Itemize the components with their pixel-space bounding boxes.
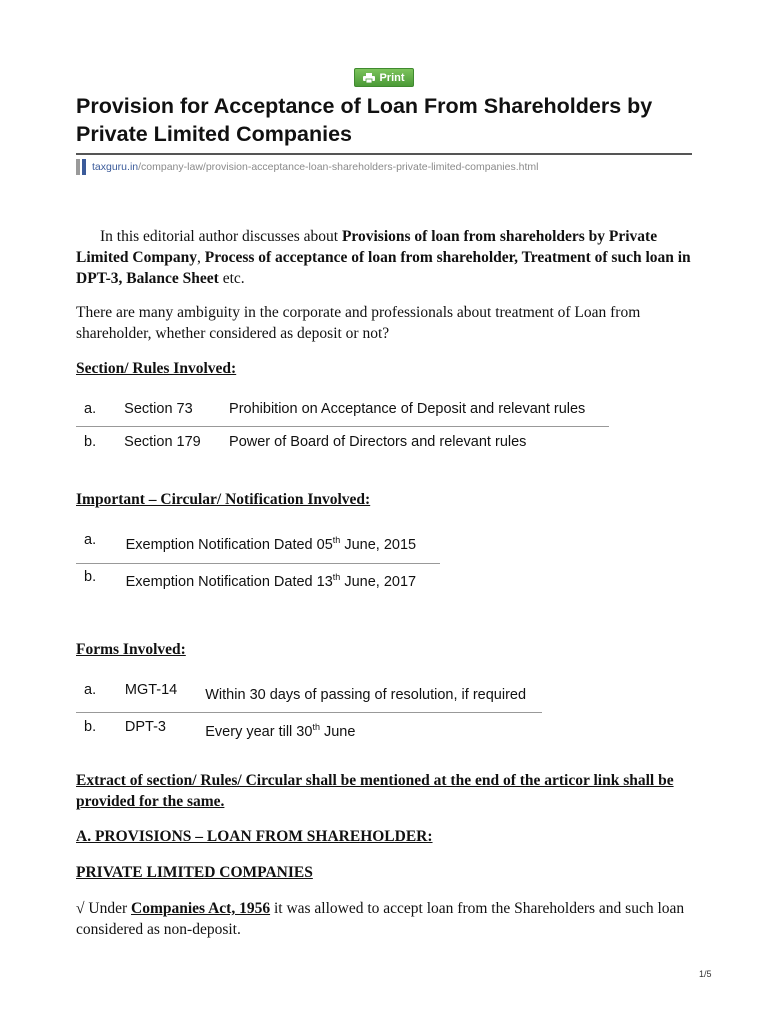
page-title: Provision for Acceptance of Loan From Shareholders by Private Limited Companies bbox=[76, 94, 653, 146]
form-desc: Within 30 days of passing of resolution, if required bbox=[205, 682, 542, 712]
print-label: Print bbox=[379, 71, 405, 84]
intro-text-1: In this editorial author discusses about bbox=[100, 228, 342, 245]
section-name: Section 73 bbox=[124, 401, 229, 427]
table-row bbox=[76, 401, 609, 427]
list-marker: a. bbox=[76, 401, 124, 427]
private-companies-heading: PRIVATE LIMITED COMPANIES bbox=[76, 864, 313, 881]
form-name: MGT-14 bbox=[125, 682, 205, 712]
list-marker: a. bbox=[76, 682, 125, 712]
section-name: Section 179 bbox=[124, 434, 201, 450]
table-row bbox=[76, 427, 609, 452]
intro-bold-2: Process of acceptance of loan from shareholder, Treatment of such loan in DPT-3, Balance Sheet bbox=[76, 249, 691, 287]
companies-act-link[interactable]: Companies Act, 1956 bbox=[131, 900, 271, 917]
check-text: √ Under bbox=[76, 900, 131, 917]
intro-text-3: etc. bbox=[218, 270, 245, 287]
circulars-heading: Important – Circular/ Notification Involved: bbox=[76, 491, 371, 508]
section-desc: Prohibition on Acceptance of Deposit and relevant rules bbox=[229, 401, 609, 427]
provisions-heading: A. PROVISIONS – LOAN FROM SHAREHOLDER: bbox=[76, 828, 433, 845]
extract-note: Extract of section/ Rules/ Circular shall be mentioned at the end of the articor link shall be provided for the same. bbox=[76, 772, 674, 810]
intro-bold-1: Provisions of loan from shareholders by Private Limited Company bbox=[76, 228, 658, 266]
source-domain[interactable]: taxguru.in bbox=[92, 161, 139, 173]
form-desc: Every year till 30th June bbox=[205, 721, 356, 740]
list-marker: b. bbox=[84, 568, 97, 585]
table-row bbox=[76, 712, 542, 740]
table-row bbox=[76, 563, 440, 590]
source-path[interactable]: /company-law/provision-acceptance-loan-shareholders-private-limited-companies.html bbox=[138, 161, 539, 173]
intro-paragraph bbox=[76, 226, 696, 289]
form-name: DPT-3 bbox=[124, 718, 166, 735]
list-marker: b. bbox=[84, 434, 97, 450]
companies-act-rest: it was allowed to accept loan from the Shareholders and such loan considered as non-deposit. bbox=[76, 900, 685, 938]
table-row bbox=[76, 532, 440, 563]
page-number: 1/5 bbox=[699, 969, 712, 979]
circular-text: Exemption Notification Dated 13th June, 2017 bbox=[125, 571, 417, 590]
circular-text: Exemption Notification Dated 05th June, 2015 bbox=[126, 532, 440, 563]
print-button[interactable] bbox=[354, 68, 414, 87]
list-marker: b. bbox=[84, 718, 97, 735]
ambiguity-paragraph: There are many ambiguity in the corporate and professionals about treatment of Loan from shareholder, whether considered as deposit or not? bbox=[76, 304, 641, 342]
printer-icon bbox=[363, 73, 375, 83]
title-divider bbox=[76, 153, 692, 155]
table-row bbox=[76, 682, 542, 712]
companies-act-paragraph bbox=[76, 898, 696, 940]
forms-heading: Forms Involved: bbox=[76, 641, 186, 658]
source-bars-icon bbox=[76, 159, 86, 175]
forms-table bbox=[76, 682, 542, 741]
section-desc: Power of Board of Directors and relevant rules bbox=[229, 434, 527, 450]
sections-table bbox=[76, 401, 609, 451]
list-marker: a. bbox=[76, 532, 126, 563]
sections-heading: Section/ Rules Involved: bbox=[76, 360, 237, 377]
source-url[interactable] bbox=[76, 159, 538, 175]
circulars-table bbox=[76, 532, 440, 591]
intro-text-2: , bbox=[197, 249, 205, 266]
